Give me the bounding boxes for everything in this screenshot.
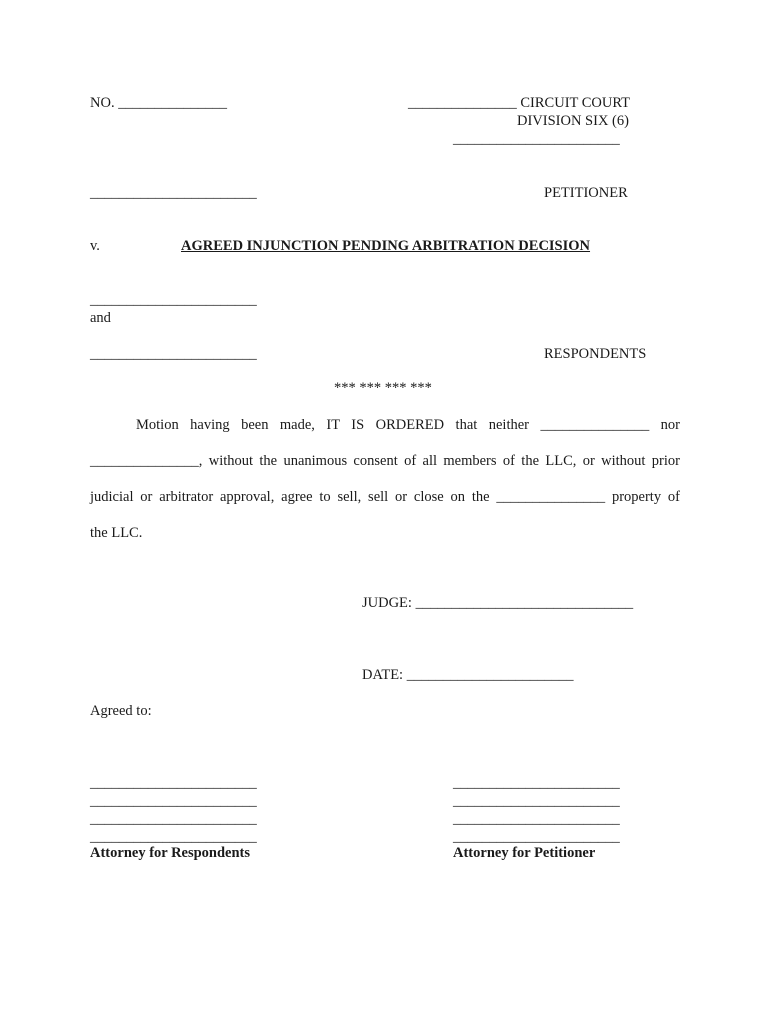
body-line-3: judicial or arbitrator approval, agree to sell, sell or close on the _______________ property of [90,489,680,505]
body-line-2: _______________, without the unanimous consent of all members of the LLC, or without prior [90,453,680,469]
circuit-court-line: _______________ CIRCUIT COURT [408,95,631,111]
respondents-label: RESPONDENTS [544,346,647,362]
petitioner-signature-line-1: _______________________ [453,775,620,791]
attorney-for-petitioner-label: Attorney for Petitioner [453,845,596,861]
separator-stars: *** *** *** *** [334,380,432,396]
body-line-1: Motion having been made, IT IS ORDERED that neither _______________ nor [136,417,680,433]
body-line-4: the LLC. [90,525,143,541]
respondent-blank-2: _______________________ [90,346,257,362]
petitioner-signature-line-3: _______________________ [453,811,620,827]
attorney-for-respondents-label: Attorney for Respondents [90,845,251,861]
judge-signature-line: JUDGE: ______________________________ [362,595,634,611]
petitioner-label: PETITIONER [544,185,628,201]
and-label: and [90,310,111,326]
respondents-signature-line-4: _______________________ [90,829,257,845]
agreed-to-label: Agreed to: [90,703,152,719]
petitioner-signature-line-4: _______________________ [453,829,620,845]
division-blank: _______________________ [453,131,620,147]
division-label: DIVISION SIX (6) [517,113,629,129]
date-line: DATE: _______________________ [362,667,574,683]
versus-label: v. [90,238,100,254]
document-title: AGREED INJUNCTION PENDING ARBITRATION DECISION [181,238,591,254]
case-number: NO. _______________ [90,95,227,111]
petitioner-blank: _______________________ [90,185,257,201]
respondents-signature-line-1: _______________________ [90,775,257,791]
respondents-signature-line-2: _______________________ [90,793,257,809]
petitioner-signature-line-2: _______________________ [453,793,620,809]
respondent-blank-1: _______________________ [90,292,257,308]
respondents-signature-line-3: _______________________ [90,811,257,827]
